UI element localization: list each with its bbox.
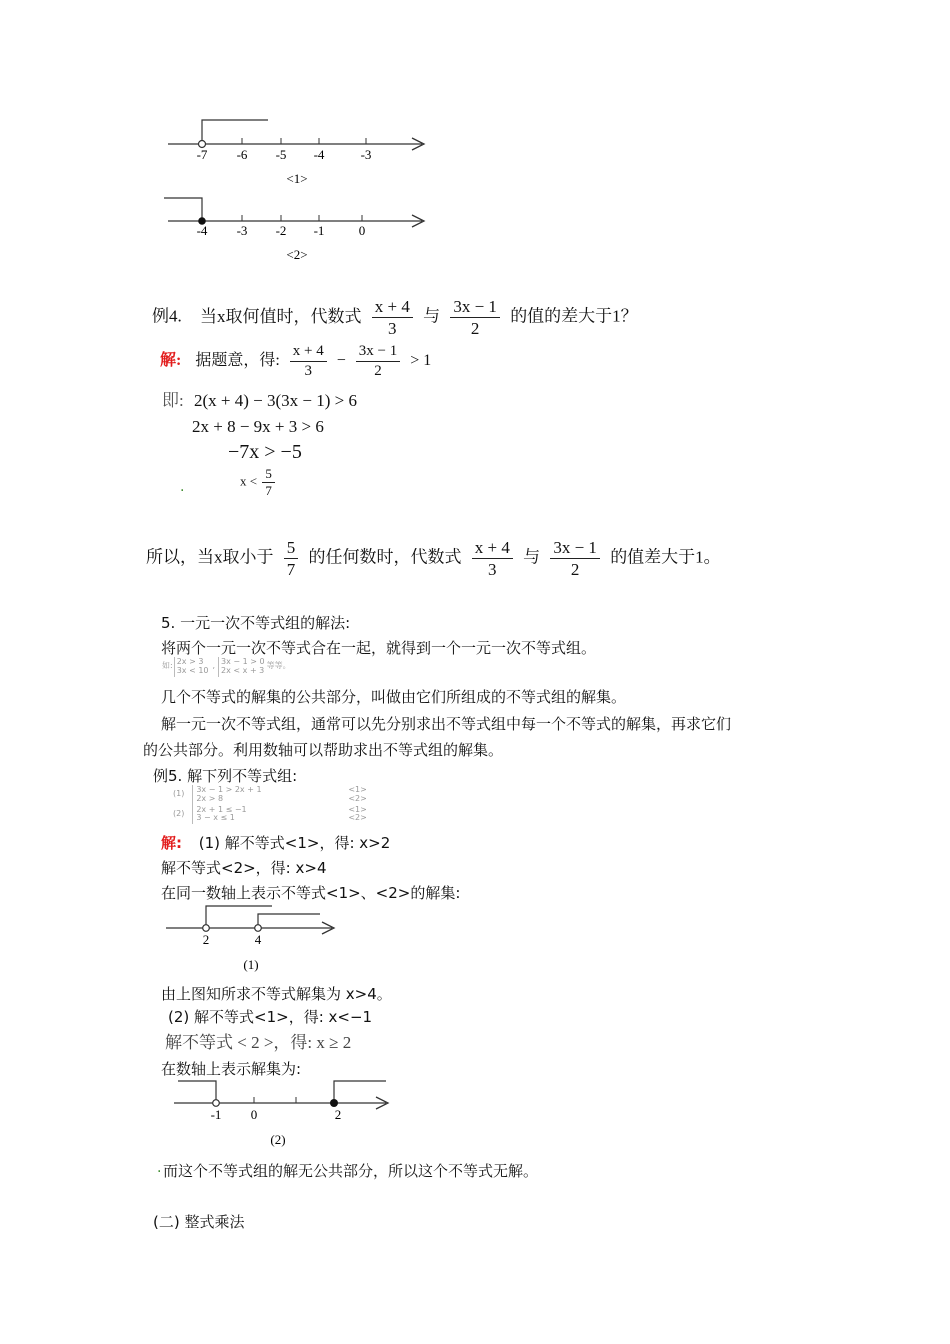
tick-label: 0	[358, 223, 366, 238]
solution-intro: 据题意，得:	[195, 351, 280, 369]
example5-solution-line1	[161, 832, 390, 853]
system2: 2x + 1 ≤ −1 3 − x ≤ 1	[193, 805, 348, 825]
greater-than-one: > 1	[410, 351, 432, 369]
number-line-2	[160, 192, 440, 272]
section2-heading: (二) 整式乘法	[153, 1213, 245, 1231]
example4-solution-line	[160, 342, 431, 381]
fraction-2: $\frac{3x - 1}{2}$	[550, 537, 600, 581]
system1-label: (1)	[173, 789, 185, 799]
tick-label: -1	[210, 1107, 222, 1122]
system2-tags: <1> <2>	[348, 804, 367, 823]
solution-step-1	[162, 386, 357, 411]
tick-label: -3	[360, 147, 372, 162]
section5-line3b: 的公共部分。利用数轴可以帮助求出不等式组的解集。	[143, 741, 504, 759]
section5-line3a: 解一元一次不等式组，通常可以先分别求出不等式组中每一个不等式的解集，再求它们	[161, 715, 732, 733]
tick-label: -4	[196, 223, 208, 238]
tick-label: -6	[236, 147, 248, 162]
example4-conclusion	[146, 537, 721, 581]
example5-label: 例5. 解下列不等式组:	[153, 767, 298, 785]
small-prefix: 如:	[162, 661, 173, 671]
open-circle-marker	[255, 925, 262, 932]
tick-label: -4	[313, 147, 325, 162]
question-mid: 与	[423, 306, 441, 326]
conclusion-mid-2: 与	[523, 547, 541, 567]
section5-heading: 5. 一元一次不等式组的解法:	[161, 614, 351, 632]
question-prefix: 当x取何值时，代数式	[200, 306, 362, 326]
system1-tags: <1> <2>	[348, 785, 367, 803]
fraction-2: $\frac{3x - 1}{2}$	[450, 296, 500, 340]
fraction-1: $\frac{x + 4}{3}$	[290, 342, 327, 381]
example5-solution-line2: 解不等式<2>，得: x>4	[161, 859, 327, 877]
small-system-b: 3x − 1 > 0 2x < x + 3	[219, 657, 266, 677]
question-suffix: 的值的差大于1？	[510, 306, 638, 326]
number-line-caption: <1>	[286, 171, 308, 186]
number-line-caption: (1)	[243, 957, 259, 972]
tick-label: 4	[254, 932, 262, 947]
tick-label: 2	[202, 932, 210, 947]
number-line-3	[160, 900, 350, 980]
minus-sign: −	[336, 351, 346, 369]
solution-text: (1) 解不等式<1>，得: x>2	[198, 834, 391, 852]
stray-dot: .	[180, 479, 185, 495]
tick-label: -2	[275, 223, 287, 238]
fraction-1: $\frac{x + 4}{3}$	[472, 537, 513, 581]
fraction-five-sevenths: $\frac{5}{7}$	[262, 466, 275, 500]
tick-label: -7	[196, 147, 208, 162]
fraction-1: $\frac{x + 4}{3}$	[372, 296, 413, 340]
example4-label: 例4.	[152, 306, 182, 326]
solution-label: 解:	[161, 834, 182, 852]
step-expression: 2(x + 4) − 3(3x − 1) > 6	[193, 391, 357, 410]
section5-small-example: 如: 2x > 3 3x < 10 , 3x − 1 > 0 2x < x + 3 等等。	[162, 657, 291, 675]
number-line-caption: (2)	[270, 1132, 286, 1147]
step-label: 即:	[162, 391, 184, 410]
section5-line1: 将两个一元一次不等式合在一起，就得到一个一元一次不等式组。	[161, 639, 597, 657]
number-line-caption: <2>	[286, 247, 308, 262]
filled-circle-marker	[330, 1099, 338, 1107]
open-circle-marker	[203, 925, 210, 932]
example5-solution-line8: 而这个不等式组的解无公共部分，所以这个不等式无解。	[163, 1162, 539, 1180]
example5-solution-line3: 在同一数轴上表示不等式<1>、<2>的解集:	[161, 884, 461, 902]
small-system-a: 2x > 3 3x < 10	[174, 657, 209, 677]
fraction-five-sevenths: $\frac{5}{7}$	[284, 537, 299, 581]
tick-label: 0	[250, 1107, 258, 1122]
example4-question	[152, 296, 638, 340]
conclusion-suffix: 的值差大于1。	[610, 547, 721, 567]
tick-label: -1	[313, 223, 325, 238]
example5-systems	[172, 785, 368, 824]
example5-solution-line7: 在数轴上表示解集为:	[161, 1060, 302, 1078]
conclusion-mid: 的任何数时，代数式	[308, 547, 462, 567]
section5-line2: 几个不等式的解集的公共部分，叫做由它们所组成的不等式组的解集。	[161, 688, 627, 706]
number-line-1	[160, 112, 440, 192]
small-suffix: 等等。	[266, 661, 291, 671]
step-expression: x <	[240, 473, 258, 489]
stray-dot: .	[157, 1160, 162, 1176]
open-circle-marker	[213, 1100, 220, 1107]
fraction-2: $\frac{3x - 1}{2}$	[356, 342, 400, 381]
system1: 3x − 1 > 2x + 1 2x > 8	[193, 785, 348, 805]
example5-solution-line5: (2) 解不等式<1>，得: x<−1	[168, 1008, 373, 1026]
tick-label: -5	[275, 147, 287, 162]
tick-label: -3	[236, 223, 248, 238]
solution-step-3: −7x > −5	[228, 441, 302, 463]
tick-label: 2	[334, 1107, 342, 1122]
number-line-4	[160, 1075, 400, 1155]
example5-solution-line6: 解不等式 < 2 >，得: x ≥ 2	[165, 1033, 352, 1052]
solution-step-4	[240, 466, 277, 500]
solution-step-2: 2x + 8 − 9x + 3 > 6	[192, 417, 324, 436]
solution-label: 解:	[160, 351, 182, 369]
example5-solution-line4: 由上图知所求不等式解集为 x>4。	[161, 985, 392, 1003]
conclusion-prefix: 所以，当x取小于	[146, 547, 274, 567]
system2-label: (2)	[173, 808, 185, 818]
